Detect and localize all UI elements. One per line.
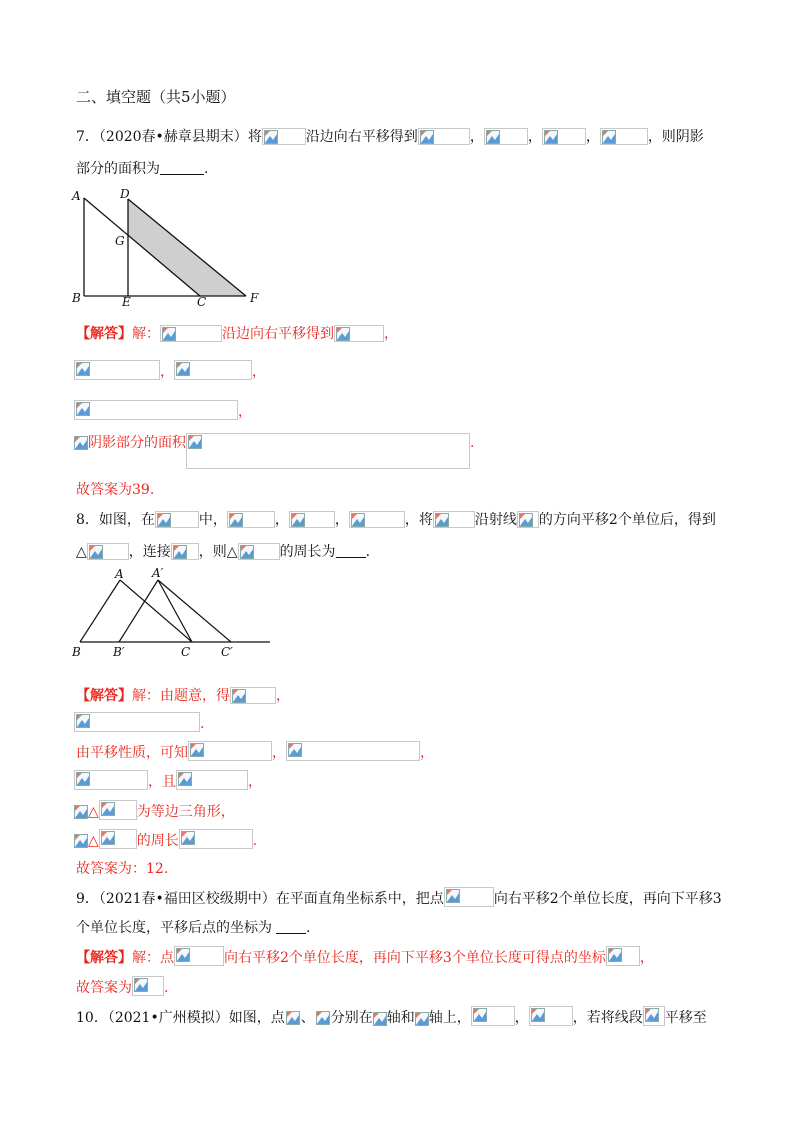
formula-image [99, 800, 137, 820]
q7-figure [70, 186, 270, 308]
label-B: B [72, 645, 81, 659]
formula-image [74, 400, 238, 420]
broken-image-icon [645, 1008, 659, 1022]
q8-answer-line-1: 【解答】解：由题意，得 ， [76, 688, 290, 704]
formula-image [74, 770, 148, 790]
formula-image [171, 543, 199, 560]
q7-answer-line-4: 阴影部分的面积 . [74, 432, 474, 472]
formula-image [74, 834, 88, 848]
q7-line-2: 部分的面积为 . [76, 161, 209, 177]
label-E: E [122, 295, 131, 308]
q7-answer-line-1: 【解答】解： 沿边向右平移得到 ， [76, 326, 398, 342]
formula-image [484, 128, 528, 145]
broken-image-icon [351, 513, 365, 527]
formula-image [643, 1006, 665, 1026]
broken-image-icon [74, 805, 88, 819]
broken-image-icon [291, 513, 305, 527]
broken-image-icon [190, 743, 204, 757]
broken-image-icon [286, 1011, 300, 1025]
answer-blank [160, 160, 204, 175]
broken-image-icon [76, 402, 90, 416]
broken-image-icon [181, 831, 195, 845]
broken-image-icon [162, 327, 176, 341]
q8-line-1: 8．如图，在 中， ， ， ，将 沿射线 的方向平移2个单位后，得到 [76, 512, 716, 528]
formula-image [132, 976, 164, 996]
q9-line-1: 9．（2021春•福田区校级期中）在平面直角坐标系中，把点 向右平移2个单位长度，再向下平移3 [76, 887, 722, 910]
label-C: C [181, 645, 191, 659]
broken-image-icon [134, 978, 148, 992]
broken-image-icon [288, 743, 302, 757]
broken-image-icon [420, 130, 434, 144]
formula-image [155, 511, 199, 528]
q8-answer-line-3: 由平移性质，可知 ， ， [76, 741, 434, 764]
formula-image [227, 511, 275, 528]
formula-image [188, 741, 272, 761]
formula-image [418, 128, 470, 145]
formula-image [349, 511, 405, 528]
formula-image [315, 1010, 331, 1026]
broken-image-icon [89, 545, 103, 559]
answer-blank [276, 919, 306, 934]
label-A: A [115, 567, 124, 581]
answer-blank [336, 543, 366, 558]
broken-image-icon [101, 802, 115, 816]
section-title: 二、填空题（共5小题） [76, 88, 236, 106]
formula-image [600, 128, 648, 145]
q8-line-2: △ ，连接 ，则△ 的周长为 . [76, 544, 371, 560]
formula-image [606, 946, 640, 966]
broken-image-icon [602, 130, 616, 144]
formula-image [542, 128, 586, 145]
formula-image [334, 325, 384, 342]
formula-image [179, 829, 253, 849]
broken-image-icon [544, 130, 558, 144]
formula-image [517, 511, 539, 528]
label-G: G [115, 234, 125, 248]
formula-image [230, 687, 276, 704]
formula-image [174, 360, 252, 380]
q7-result: 故答案为39. [76, 482, 155, 498]
formula-image [415, 1012, 429, 1026]
label-C-prime: C′ [221, 645, 233, 659]
broken-image-icon [178, 772, 192, 786]
q8-result: 故答案为：12. [76, 861, 169, 877]
q7-answer-line-3: ， [74, 400, 252, 423]
broken-image-icon [608, 948, 622, 962]
broken-image-icon [240, 545, 254, 559]
formula-image [74, 712, 200, 732]
formula-image [433, 511, 475, 528]
broken-image-icon [531, 1008, 545, 1022]
q8-answer-line-4: ，且 ， [74, 770, 262, 793]
broken-image-icon [373, 1012, 387, 1026]
formula-image [285, 1010, 301, 1026]
broken-image-icon [446, 889, 460, 903]
formula-image [74, 805, 88, 819]
label-C: C [197, 295, 207, 308]
q8-answer-line-2: . [74, 712, 204, 735]
label-B-prime: B′ [113, 645, 125, 659]
broken-image-icon [264, 130, 278, 144]
formula-image [262, 128, 306, 145]
label-A: A [72, 189, 81, 203]
formula-image [529, 1006, 573, 1026]
broken-image-icon [232, 689, 246, 703]
formula-image [74, 360, 160, 380]
formula-image [186, 433, 470, 469]
q8-answer-line-5: △ 为等边三角形， [74, 800, 235, 823]
q9-result: 故答案为 . [76, 976, 168, 999]
label-F: F [250, 291, 259, 305]
broken-image-icon [176, 362, 190, 376]
broken-image-icon [316, 1011, 330, 1025]
broken-image-icon [435, 513, 449, 527]
broken-image-icon [157, 513, 171, 527]
broken-image-icon [188, 435, 202, 449]
q7-answer-line-2: ， ， [74, 360, 266, 383]
formula-image [471, 1006, 515, 1026]
broken-image-icon [176, 948, 190, 962]
formula-image [160, 325, 222, 342]
broken-image-icon [336, 327, 350, 341]
q9-answer-line-1: 【解答】解：点 向右平移2个单位长度，再向下平移3个单位长度可得点的坐标 ， [76, 946, 654, 969]
formula-image [289, 511, 335, 528]
label-B: B [72, 291, 81, 305]
q7-line-1: 7．（2020春•赫章县期末）将 沿边向右平移得到 ， ， ， ，则阴影 [76, 129, 704, 145]
q8-answer-line-6: △ 的周长 . [74, 829, 257, 852]
formula-image [373, 1012, 387, 1026]
label-D: D [120, 187, 130, 201]
broken-image-icon [74, 834, 88, 848]
broken-image-icon [519, 513, 533, 527]
q10-line-1: 10．（2021•广州模拟）如图，点 、 分别在 轴和 轴上， ， ，若将线段 平移至 [76, 1006, 707, 1029]
broken-image-icon [76, 714, 90, 728]
broken-image-icon [101, 831, 115, 845]
q9-line-2: 个单位长度，平移后点的坐标为 . [76, 920, 311, 936]
q8-figure [66, 564, 276, 662]
broken-image-icon [173, 545, 187, 559]
formula-image [286, 741, 420, 761]
broken-image-icon [473, 1008, 487, 1022]
formula-image [444, 887, 494, 907]
broken-image-icon [415, 1012, 429, 1026]
formula-image [99, 829, 137, 849]
broken-image-icon [486, 130, 500, 144]
formula-image [74, 436, 88, 450]
broken-image-icon [76, 362, 90, 376]
formula-image [176, 770, 248, 790]
formula-image [174, 946, 224, 966]
broken-image-icon [74, 436, 88, 450]
broken-image-icon [76, 772, 90, 786]
broken-image-icon [229, 513, 243, 527]
label-A-prime: A′ [152, 566, 164, 580]
formula-image [238, 543, 280, 560]
formula-image [87, 543, 129, 560]
